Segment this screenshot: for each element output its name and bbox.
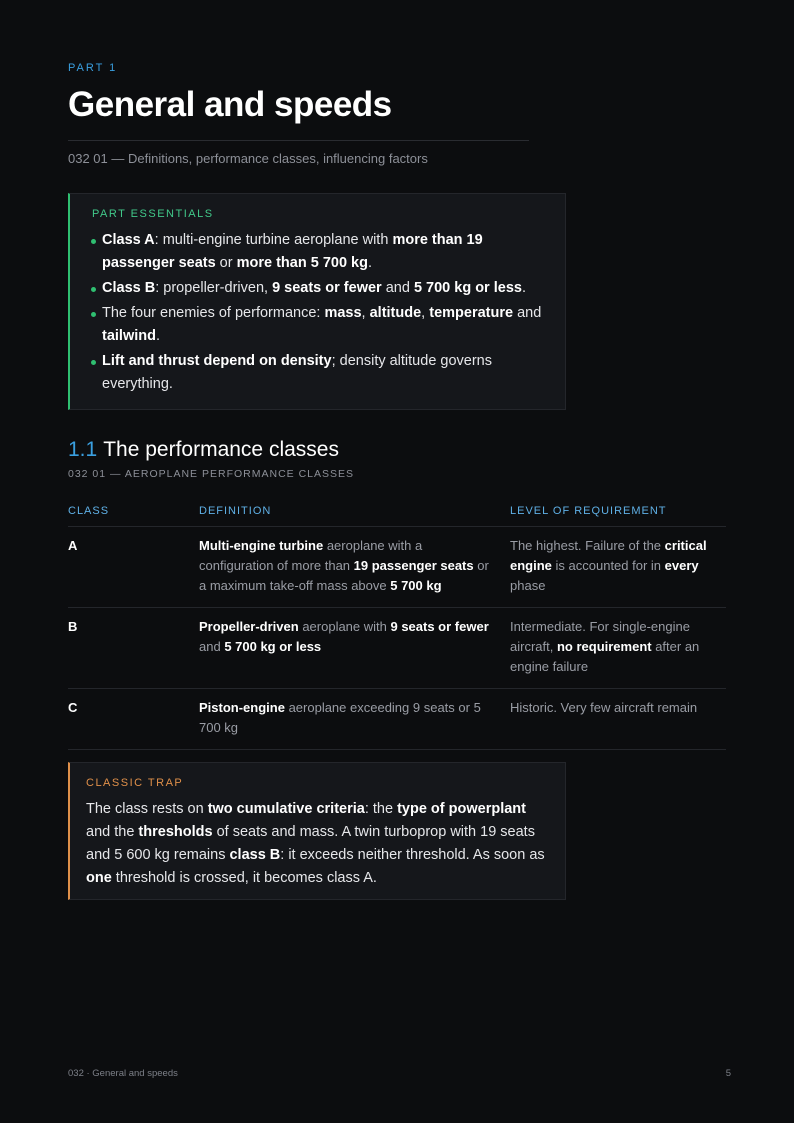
- requirement-cell: The highest. Failure of the critical engine is accounted for in every phase: [510, 538, 707, 593]
- essentials-label: PART ESSENTIALS: [92, 208, 214, 220]
- page-number: 5: [725, 1068, 731, 1079]
- table-row: [68, 689, 726, 750]
- title-divider: [68, 140, 529, 141]
- definition-cell: Multi-engine turbine aeroplane with a configuration of more than 19 passenger seats or a maximum take-off mass above 5 700 kg: [199, 538, 489, 593]
- column-header-class: CLASS: [68, 505, 110, 517]
- column-header-requirement: LEVEL OF REQUIREMENT: [510, 505, 667, 517]
- page-footer: [68, 1068, 731, 1079]
- table-row: [68, 608, 726, 689]
- class-cell: B: [68, 619, 78, 634]
- column-header-definition: DEFINITION: [199, 505, 272, 517]
- requirement-cell: Historic. Very few aircraft remain: [510, 700, 698, 715]
- part-kicker: PART 1: [68, 62, 118, 74]
- class-cell: C: [68, 700, 78, 715]
- section-number: 1.1: [68, 438, 98, 461]
- part-essentials-box: [68, 193, 566, 410]
- definition-cell: Piston-engine aeroplane exceeding 9 seats or 5 700 kg: [199, 700, 481, 735]
- essentials-item: Class A: multi-engine turbine aeroplane with more than 19 passenger seats or more than 5 700 kg.: [92, 229, 549, 275]
- requirement-cell: Intermediate. For single-engine aircraft, no requirement after an engine failure: [510, 619, 700, 674]
- definition-cell: Propeller-driven aeroplane with 9 seats or fewer and 5 700 kg or less: [199, 619, 489, 654]
- trap-text: The class rests on two cumulative criteria: the type of powerplant and the thresholds of seats and mass. A twin turboprop with 19 seats and 5 600 kg remains class B: it exceeds neither threshold. As soon as one threshold is crossed, it becomes class A.: [86, 801, 545, 886]
- page-subtitle: 032 01 — Definitions, performance classes, influencing factors: [68, 151, 428, 166]
- essentials-item: Lift and thrust depend on density; density altitude governs everything.: [92, 350, 549, 396]
- section-heading: [68, 438, 339, 462]
- table-row: [68, 527, 726, 608]
- performance-classes-table: [68, 498, 726, 750]
- trap-label: CLASSIC TRAP: [86, 777, 184, 789]
- footer-title: 032 · General and speeds: [68, 1068, 178, 1079]
- essentials-list: [92, 229, 549, 396]
- page-title: General and speeds: [68, 85, 392, 124]
- section-subtitle: 032 01 — AEROPLANE PERFORMANCE CLASSES: [68, 468, 355, 480]
- essentials-item: The four enemies of performance: mass, altitude, temperature and tailwind.: [92, 302, 549, 348]
- classic-trap-box: [68, 762, 566, 900]
- class-cell: A: [68, 538, 78, 553]
- table-header-row: [68, 498, 726, 527]
- essentials-item: Class B: propeller-driven, 9 seats or fewer and 5 700 kg or less.: [92, 277, 549, 300]
- section-title: The performance classes: [103, 438, 339, 461]
